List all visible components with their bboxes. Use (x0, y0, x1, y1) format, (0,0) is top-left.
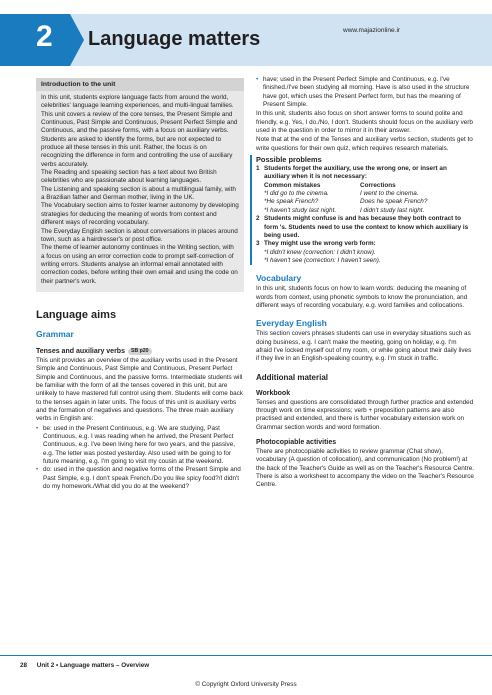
photocopiable-heading: Photocopiable activities (256, 439, 337, 446)
workbook-heading: Workbook (256, 389, 291, 397)
running-head-text: Unit 2 • Language matters – Overview (36, 662, 150, 669)
page-number: 28 (20, 662, 28, 669)
vocabulary-paragraph: In this unit, students focus on how to learn words: deducing the meaning of words from context, using phonetic symbols to know the pronunciation, and different ways of recording vocabulary, e.g. word families and collocations. (256, 285, 468, 309)
intro-box (36, 78, 244, 292)
correction-cell: Does he speak French? (360, 198, 428, 206)
mistake-row (264, 190, 474, 198)
mistake-cell: *I haven't study last night. (264, 206, 337, 214)
everyday-english-heading: Everyday English (256, 318, 327, 329)
correction-cell: I didn't study last night. (360, 206, 425, 214)
grammar-heading: Grammar (36, 328, 74, 339)
mistake-cell: *He speak French? (264, 198, 319, 206)
right-column (256, 75, 474, 490)
vocabulary-heading: Vocabulary (256, 273, 302, 284)
workbook-paragraph: Tenses and questions are consolidated through further practice and extended through work on time expressions; verb + preposition patterns are also practised and extended, and there is further vocabulary extension work on Grammar section words and word formation. (256, 398, 474, 431)
verb-form-example: *I haven't see (correction: I haven't seen). (264, 256, 381, 264)
have-bullet-list (256, 76, 474, 109)
verb-form-row (264, 257, 474, 265)
bullet-have: • have: used in the Present Perfect Simple and Continuous, e.g. I've finished./I've been studying all morning. Have is also used in the structure have got, which uses the Present Perfect form, but has the meaning of Present Simple. (263, 76, 474, 109)
intro-paragraph: In this unit, students explore language facts from around the world, celebrities' language learning experiences, and multi-lingual families. (41, 94, 234, 110)
problem-number: 3 (256, 240, 260, 248)
problem-text: Students might confuse is and has because they both contract to form 's. Students need to use the context to know which auxiliary is being used. (264, 215, 469, 239)
mistake-row (264, 207, 474, 215)
auxiliary-bullets (36, 425, 244, 492)
intro-paragraph: The Listening and speaking section is about a multilingual family, with a Brazilian father and German mother, living in the UK. (41, 185, 236, 202)
corrections-col-header: Corrections (360, 181, 396, 189)
tenses-heading (36, 347, 244, 356)
problem-text: They might use the wrong verb form: (264, 240, 376, 248)
possible-problems-box (250, 155, 474, 265)
footer-running-head (20, 662, 149, 669)
verb-form-example: *I didn't knew (correction: I didn't know). (264, 248, 376, 256)
tenses-heading-text: Tenses and auxiliary verbs (36, 347, 125, 355)
problem-item (256, 240, 474, 265)
problem-number: 1 (256, 165, 260, 173)
intro-paragraph: The Reading and speaking section has a text about two British celebrities who are passionate about learning languages. (41, 169, 217, 185)
intro-paragraph: This unit covers a review of the core tenses, the Present Simple and Continuous, Past Simple and Continuous, Present Perfect Simple and Continuous, and the passive forms, with a focus on auxiliary verbs. Students are asked to identify the forms, but are not expected to produce all these tenses in this unit. Rather, the focus is on recognizing the difference in form and controlling the use of auxiliary verbs accurately. (41, 110, 238, 168)
problem-item (256, 215, 474, 240)
possible-problems-title: Possible problems (256, 155, 322, 165)
photocopiable-paragraph: There are photocopiable activities to review grammar (Chat show), vocabulary (A question of collocation), and communication (No problem!) at the back of the Teacher's Guide as well as on the Teacher's Resource Centre. There is also a worksheet to accompany the video on the Teacher's Resource Centre. (256, 448, 474, 489)
site-url: www.majazionline.ir (343, 27, 401, 34)
bullet-do: • do: used in the question and negative forms of the Present Simple and Past Simple, e.g. I don't speak French./Do you like spicy food?/I didn't do my homework./What did you do at the weekend? (43, 466, 244, 491)
intro-paragraph: The Vocabulary section aims to foster learner autonomy by developing strategies for deducing the meaning of words from context and different ways of recording vocabulary. (41, 202, 239, 227)
unit-number: 2 (36, 20, 53, 53)
intro-paragraph: The Everyday English section is about conversations in places around town, such as a hairdresser's or post office. (41, 227, 238, 243)
mistakes-col-header: Common mistakes (264, 181, 321, 189)
intro-title: Introduction to the unit (36, 78, 244, 91)
mistake-cell: *I did go to the cinema. (264, 190, 329, 198)
copyright-notice: © Copyright Oxford University Press (195, 681, 297, 688)
correction-cell: I went to the cinema. (360, 190, 419, 198)
bullet-be: • be: used in the Present Continuous, e.g. We are studying, Past Continuous, e.g. I was reading when he arrived, the Present Perfect Continuous, e.g. I've been living here for two years, and the passive, e.g. The letter was posted yesterday. Also used with be going to for future meaning, e.g. I'm going to visit my cousin at the weekend. (43, 425, 244, 467)
footer-rule (0, 655, 492, 656)
note-paragraph: Note that at the end of the Tenses and auxiliary verbs section, students get to write questions for their own quiz, which requires research materials. (256, 136, 473, 152)
problems-list (256, 165, 474, 265)
problem-number: 2 (256, 215, 260, 223)
unit-title: Language matters (88, 28, 261, 50)
additional-material-heading: Additional material (256, 372, 329, 382)
problem-item (256, 165, 474, 215)
tenses-paragraph: This unit provides an overview of the auxiliary verbs used in the Present Simple and Continuous, Past Simple and Continuous, Present Perfect Simple and Continuous, and the passive forms. Intermediate students will be familiar with the form of all the tenses covered in this unit, but are unlikely to have mastered full control using them. Students will come back to the tenses again in later units. The focus of this unit is auxiliary verbs and the formation of negatives and questions. The three main auxiliary verbs in English are: (36, 356, 243, 423)
language-aims-heading: Language aims (36, 308, 117, 321)
sb-page-ref-badge: SB p20 (128, 348, 152, 355)
mistakes-header-row (264, 182, 474, 190)
verb-form-row (264, 249, 474, 257)
left-column (36, 78, 244, 491)
everyday-english-paragraph: This section covers phrases students can use in everyday situations such as doing business, e.g. I can't make the meeting, going on holiday, e.g. I'm afraid I've locked myself out of my room, or while going about their daily lives if they live in an English-speaking country, e.g. I'm stuck in traffic. (256, 330, 472, 363)
problem-text: Students forget the auxiliary, use the wrong one, or insert an auxiliary when it is not necessary: (264, 165, 447, 181)
mistake-row (264, 198, 474, 206)
short-answers-paragraph: In this unit, students also focus on short answer forms to sound polite and friendly, e.g. Yes, I do./No, I don't. Students should focus on the auxiliary verb used in the question in order to mirror it in their answer. (256, 110, 473, 135)
intro-paragraph: The theme of learner autonomy continues in the Writing section, with a focus on using an error correction code to prompt self-correction of writing errors. Students analyse an informal email annotated with correction codes, before writing their own email and using the code on their partner's work. (41, 244, 238, 285)
